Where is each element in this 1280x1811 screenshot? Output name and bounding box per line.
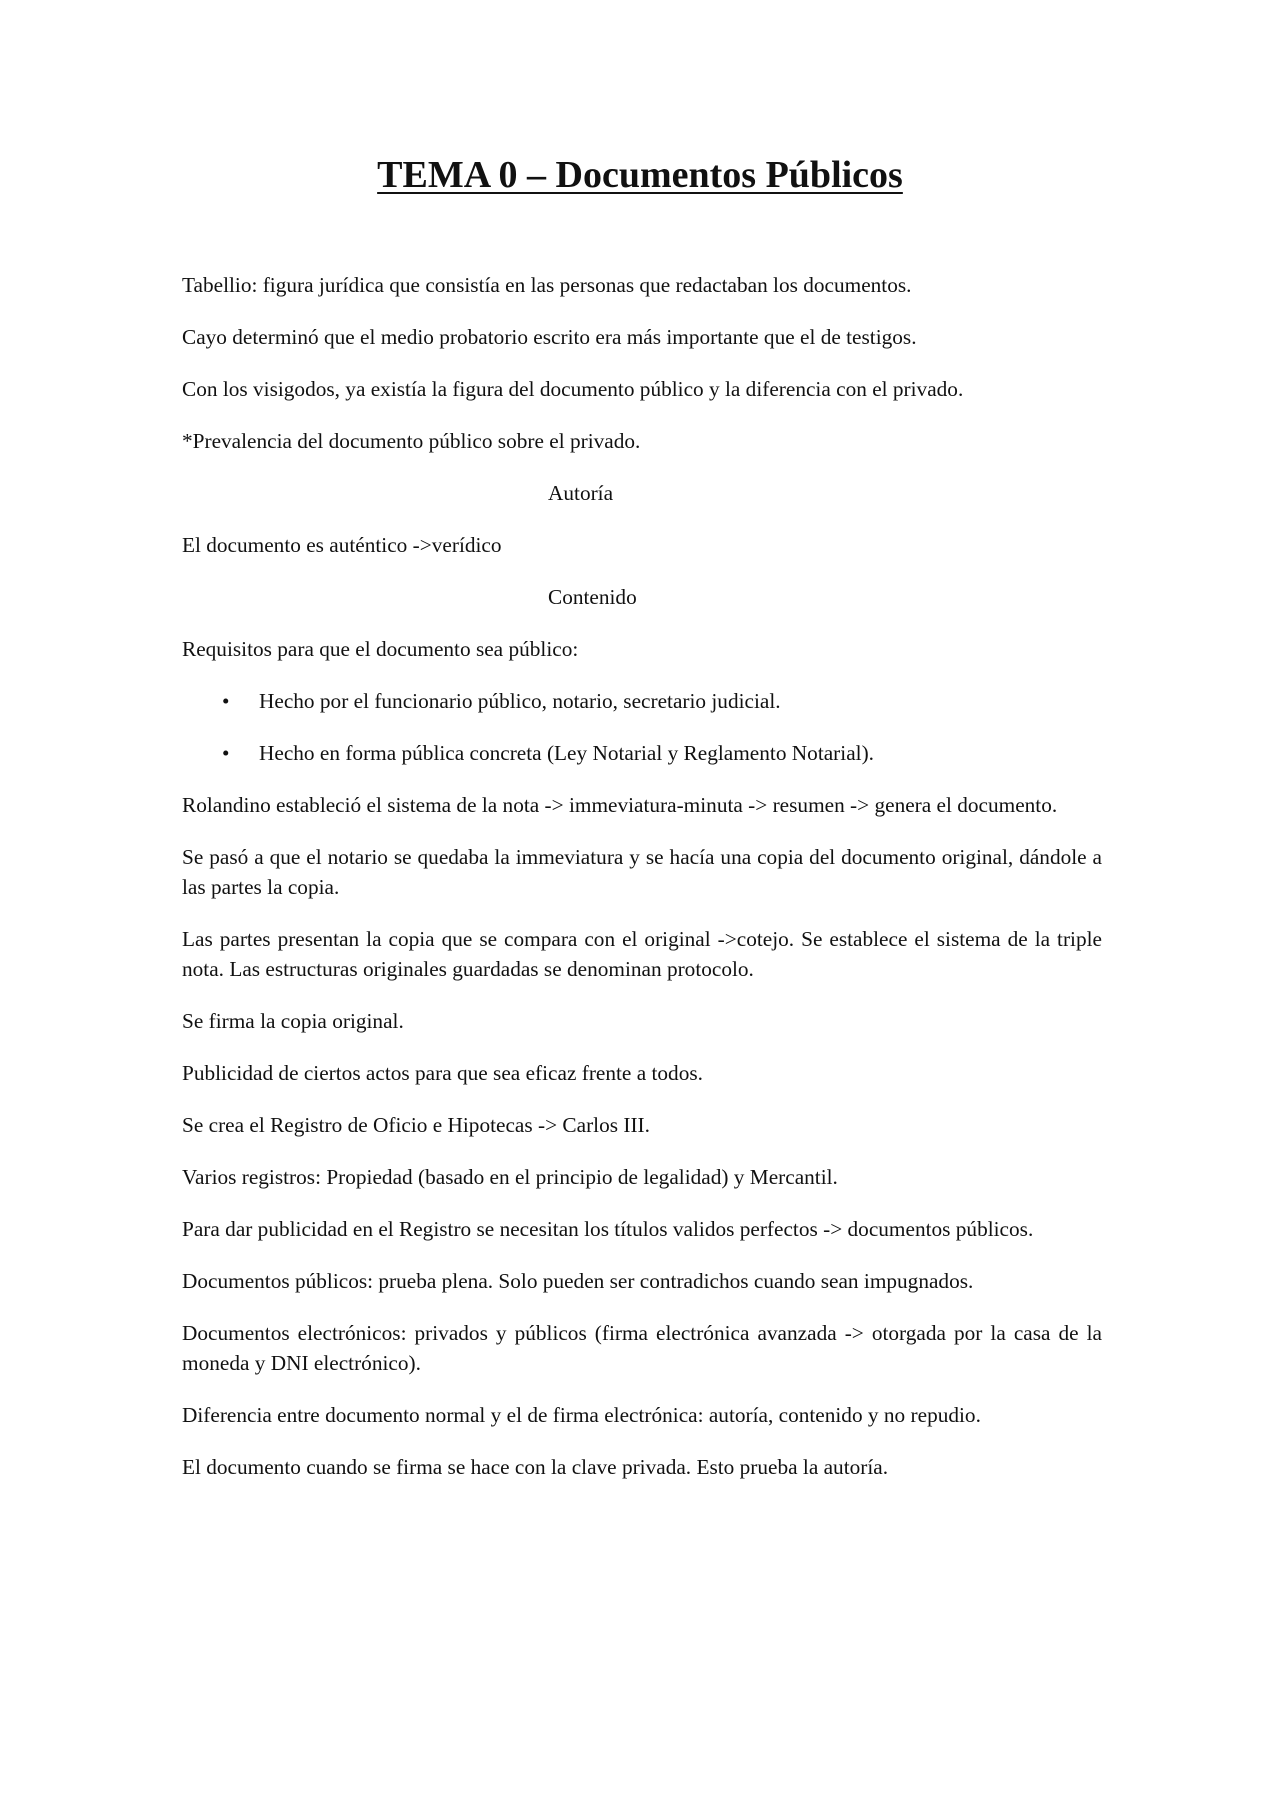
bullet-icon: • [222,741,230,765]
paragraph-autentico: El documento es auténtico ->verídico [182,533,502,557]
heading-contenido: Contenido [548,585,637,609]
paragraph-registro-oficio: Se crea el Registro de Oficio e Hipotecas -> Carlos III. [182,1113,650,1137]
paragraph-cayo: Cayo determinó que el medio probatorio escrito era más importante que el de testigos. [182,325,917,349]
paragraph-firma-copia: Se firma la copia original. [182,1009,404,1033]
paragraph-tabellio: Tabellio: figura jurídica que consistía en las personas que redactaban los documentos. [182,273,912,297]
paragraph-clave-privada: El documento cuando se firma se hace con la clave privada. Esto prueba la autoría. [182,1455,889,1479]
paragraph-titulos: Para dar publicidad en el Registro se necesitan los títulos validos perfectos -> documentos públicos. [182,1217,1034,1241]
page-title: TEMA 0 – Documentos Públicos [377,154,903,196]
document-body [182,270,1102,1504]
paragraph-prevalencia: *Prevalencia del documento público sobre el privado. [182,429,641,453]
paragraph-varios-registros: Varios registros: Propiedad (basado en el principio de legalidad) y Mercantil. [182,1165,838,1189]
paragraph-cotejo: Las partes presentan la copia que se compara con el original ->cotejo. Se establece el sistema de la triple nota. Las estructuras originales guardadas se denominan protocolo. [182,927,1102,981]
paragraph-prueba-plena: Documentos públicos: prueba plena. Solo pueden ser contradichos cuando sean impugnados. [182,1269,974,1293]
paragraph-publicidad: Publicidad de ciertos actos para que sea eficaz frente a todos. [182,1061,703,1085]
list-item-text: Hecho en forma pública concreta (Ley Notarial y Reglamento Notarial). [259,741,874,765]
list-item-text: Hecho por el funcionario público, notario, secretario judicial. [259,689,781,713]
paragraph-requisitos: Requisitos para que el documento sea público: [182,637,579,661]
requisitos-list [182,686,1102,768]
paragraph-rolandino: Rolandino estableció el sistema de la nota -> immeviatura-minuta -> resumen -> genera el documento. [182,793,1058,817]
paragraph-immeviatura: Se pasó a que el notario se quedaba la immeviatura y se hacía una copia del documento original, dándole a las partes la copia. [182,845,1102,899]
list-item [182,686,1102,716]
paragraph-visigodos: Con los visigodos, ya existía la figura del documento público y la diferencia con el privado. [182,377,964,401]
list-item [182,738,1102,768]
heading-autoria: Autoría [548,481,614,505]
paragraph-diferencia: Diferencia entre documento normal y el de firma electrónica: autoría, contenido y no repudio. [182,1403,981,1427]
bullet-icon: • [222,689,230,713]
paragraph-electronicos: Documentos electrónicos: privados y públicos (firma electrónica avanzada -> otorgada por la casa de la moneda y DNI electrónico). [182,1321,1102,1375]
